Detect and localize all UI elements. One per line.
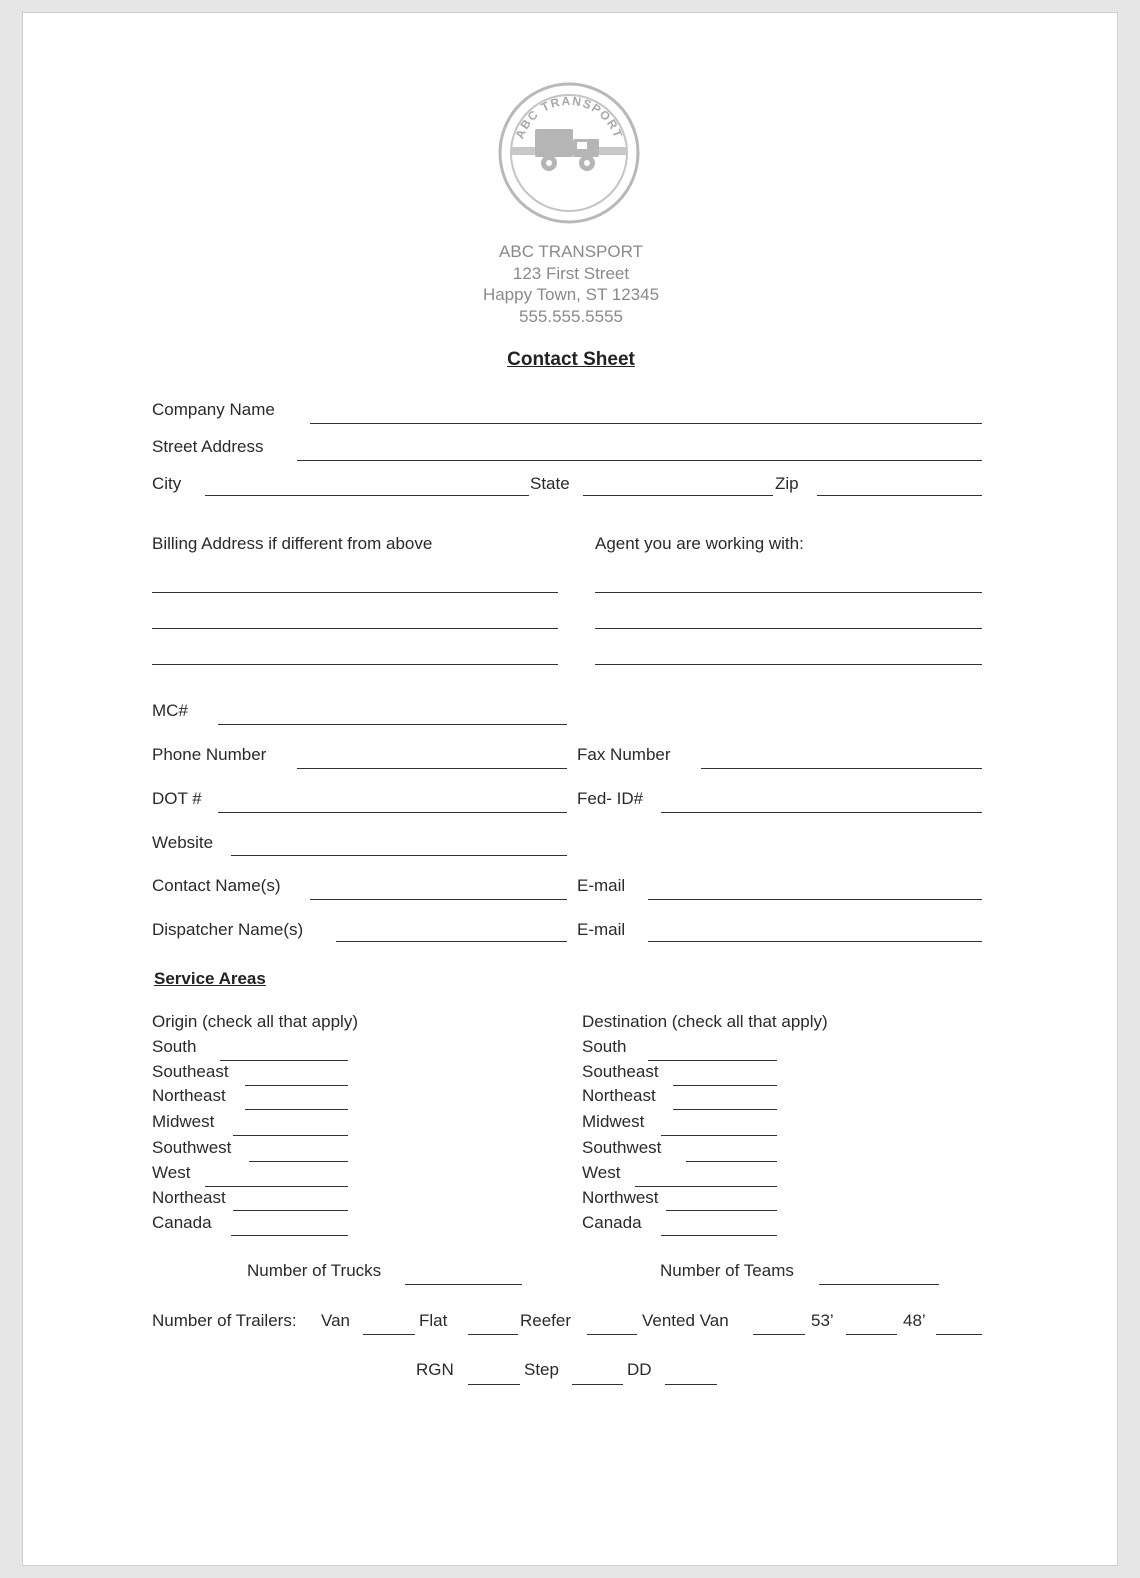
number-of-trailers-label: Number of Trailers:: [152, 1311, 297, 1330]
contact-names-label: Contact Name(s): [152, 876, 281, 895]
service-areas-heading: Service Areas: [154, 969, 266, 988]
destination-item: Northeast: [582, 1086, 656, 1105]
origin-item: Northeast: [152, 1086, 226, 1105]
document-page: [22, 12, 1118, 1566]
origin-checkline[interactable]: [245, 1085, 348, 1086]
dd-label: DD: [627, 1360, 652, 1379]
street-address-field[interactable]: [297, 460, 982, 461]
origin-item: Southwest: [152, 1138, 232, 1157]
agent-label: Agent you are working with:: [595, 534, 804, 553]
agent-line-1[interactable]: [595, 592, 982, 593]
logo-text: ABC TRANSPORT: [512, 93, 626, 141]
origin-checkline[interactable]: [245, 1109, 348, 1110]
city-label: City: [152, 474, 182, 493]
state-label: State: [530, 474, 570, 493]
email-field-2[interactable]: [648, 941, 982, 942]
step-field[interactable]: [572, 1384, 623, 1385]
header-street: 123 First Street: [512, 264, 630, 283]
number-of-trucks-field[interactable]: [405, 1284, 522, 1285]
destination-item: South: [582, 1037, 627, 1056]
fed-id-field[interactable]: [661, 812, 982, 813]
dispatcher-names-label: Dispatcher Name(s): [152, 920, 304, 939]
origin-item: Canada: [152, 1213, 212, 1232]
destination-checkline[interactable]: [673, 1085, 777, 1086]
mc-field[interactable]: [218, 724, 567, 725]
dd-field[interactable]: [665, 1384, 717, 1385]
street-address-label: Street Address: [152, 437, 264, 456]
step-label: Step: [524, 1360, 559, 1379]
destination-checkline[interactable]: [686, 1161, 777, 1162]
phone-field[interactable]: [297, 768, 567, 769]
origin-item: Midwest: [152, 1112, 215, 1131]
size-48-field[interactable]: [936, 1334, 982, 1335]
agent-line-3[interactable]: [595, 664, 982, 665]
van-field[interactable]: [363, 1334, 415, 1335]
flat-field[interactable]: [468, 1334, 518, 1335]
state-field[interactable]: [583, 495, 773, 496]
destination-item: Southeast: [582, 1062, 659, 1081]
number-of-trucks-label: Number of Trucks: [247, 1261, 382, 1280]
billing-line-1[interactable]: [152, 592, 558, 593]
rgn-field[interactable]: [468, 1384, 520, 1385]
company-name-label: Company Name: [152, 400, 275, 419]
website-field[interactable]: [231, 855, 567, 856]
zip-label: Zip: [775, 474, 799, 493]
email-label-2: E-mail: [577, 920, 626, 939]
dot-label: DOT #: [152, 789, 202, 808]
destination-item: Southwest: [582, 1138, 662, 1157]
size-53-label: 53’: [811, 1311, 834, 1330]
vented-van-label: Vented Van: [642, 1311, 729, 1330]
mc-label: MC#: [152, 701, 188, 720]
email-field-1[interactable]: [648, 899, 982, 900]
destination-checkline[interactable]: [635, 1186, 777, 1187]
destination-item: Canada: [582, 1213, 642, 1232]
size-53-field[interactable]: [846, 1334, 897, 1335]
number-of-teams-field[interactable]: [819, 1284, 939, 1285]
destination-item: Midwest: [582, 1112, 645, 1131]
vented-van-field[interactable]: [753, 1334, 805, 1335]
flat-label: Flat: [419, 1311, 448, 1330]
destination-checkline[interactable]: [661, 1135, 777, 1136]
fax-label: Fax Number: [577, 745, 671, 764]
company-logo: [497, 81, 641, 225]
origin-item: Northeast: [152, 1188, 226, 1207]
dispatcher-names-field[interactable]: [336, 941, 567, 942]
contact-names-field[interactable]: [310, 899, 567, 900]
destination-checkline[interactable]: [673, 1109, 777, 1110]
origin-item: Southeast: [152, 1062, 229, 1081]
fed-id-label: Fed- ID#: [577, 789, 644, 808]
size-48-label: 48’: [903, 1311, 926, 1330]
fax-field[interactable]: [701, 768, 982, 769]
header-phone: 555.555.5555: [519, 307, 623, 326]
origin-item: South: [152, 1037, 197, 1056]
zip-field[interactable]: [817, 495, 982, 496]
destination-checkline[interactable]: [666, 1210, 777, 1211]
phone-label: Phone Number: [152, 745, 267, 764]
destination-checkline[interactable]: [661, 1235, 777, 1236]
website-label: Website: [152, 833, 214, 852]
header-city-line: Happy Town, ST 12345: [482, 285, 660, 304]
origin-checkline[interactable]: [233, 1210, 348, 1211]
agent-line-2[interactable]: [595, 628, 982, 629]
origin-item: West: [152, 1163, 191, 1182]
origin-checkline[interactable]: [220, 1060, 348, 1061]
email-label-1: E-mail: [577, 876, 626, 895]
city-field[interactable]: [205, 495, 529, 496]
reefer-field[interactable]: [587, 1334, 637, 1335]
destination-item: Northwest: [582, 1188, 659, 1207]
origin-checkline[interactable]: [205, 1186, 348, 1187]
destination-checkline[interactable]: [648, 1060, 777, 1061]
reefer-label: Reefer: [520, 1311, 572, 1330]
dot-field[interactable]: [218, 812, 567, 813]
header-company: ABC TRANSPORT: [499, 242, 643, 261]
page-title: Contact Sheet: [507, 349, 635, 370]
origin-checkline[interactable]: [249, 1161, 348, 1162]
billing-line-3[interactable]: [152, 664, 558, 665]
rgn-label: RGN: [416, 1360, 454, 1379]
origin-checkline[interactable]: [231, 1235, 348, 1236]
origin-checkline[interactable]: [233, 1135, 348, 1136]
number-of-teams-label: Number of Teams: [660, 1261, 794, 1280]
van-label: Van: [321, 1311, 350, 1330]
destination-heading: Destination (check all that apply): [582, 1012, 828, 1031]
destination-item: West: [582, 1163, 621, 1182]
billing-address-label: Billing Address if different from above: [152, 534, 433, 553]
origin-heading: Origin (check all that apply): [152, 1012, 358, 1031]
billing-line-2[interactable]: [152, 628, 558, 629]
company-name-field[interactable]: [310, 423, 982, 424]
